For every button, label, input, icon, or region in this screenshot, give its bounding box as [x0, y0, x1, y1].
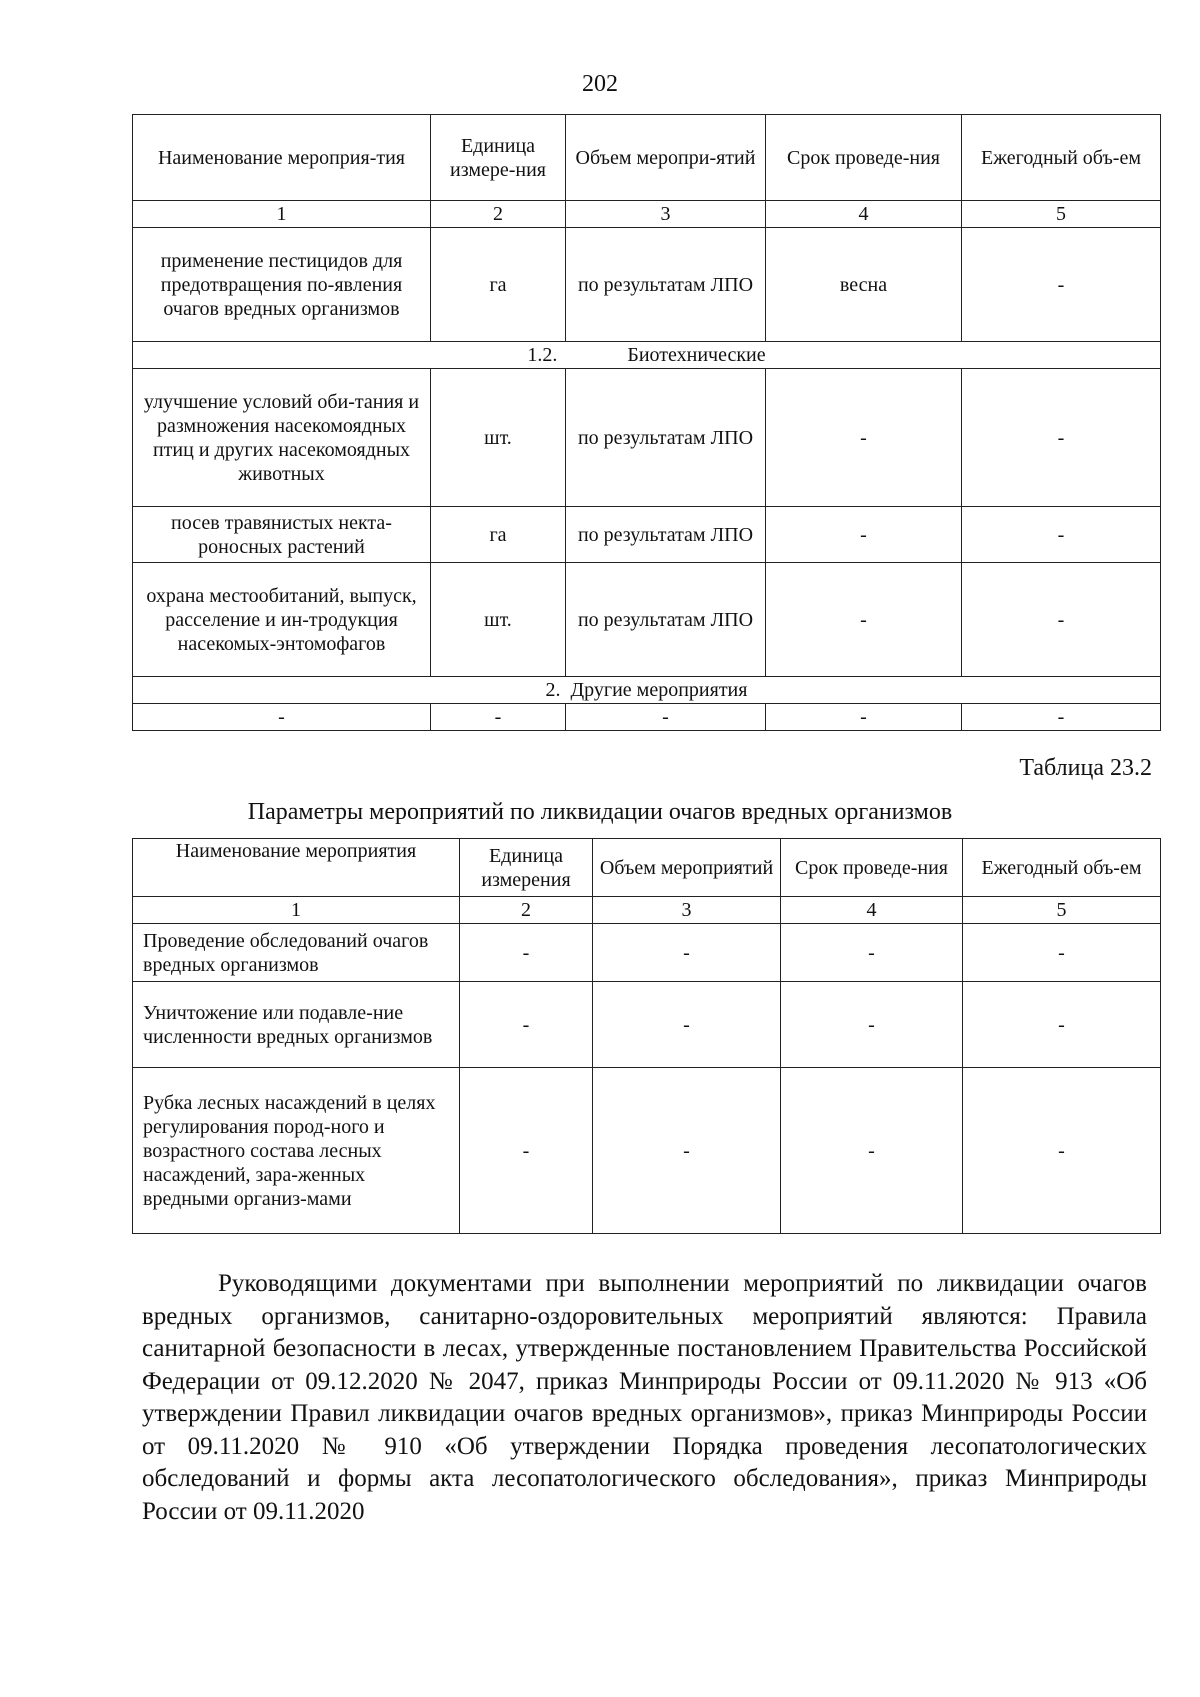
header-cell-unit: Единица измере-ния	[431, 115, 566, 201]
index-cell: 4	[781, 897, 963, 924]
header-cell-volume: Объем меропри-ятий	[566, 115, 766, 201]
header-cell-name: Наименование мероприятия	[133, 839, 460, 897]
cell-annual: -	[962, 563, 1161, 677]
measures-table-continued	[132, 114, 1161, 731]
cell-annual: -	[962, 507, 1161, 563]
cell-period: -	[781, 982, 963, 1068]
index-cell: 5	[962, 201, 1161, 228]
index-cell: 5	[963, 897, 1161, 924]
cell-annual: -	[963, 1068, 1161, 1234]
body-paragraph: Руководящими документами при выполнении мероприятий по ликвидации очагов вредных организмов, санитарно-оздоровительных мероприятий являются: Правила санитарной безопасности в лесах, утвержденные постановлением Правительства Российской Федерации от 09.12.2020 № 2047, приказ Минприроды России от 09.11.2020 № 913 «Об утверждении Правил ликвидации очагов вредных организмов», приказ Минприроды России от 09.11.2020 № 910 «Об утверждении Порядка проведения лесопатологических обследований и формы акта лесопатологического обследования», приказ Минприроды России от 09.11.2020	[142, 1270, 1147, 1525]
cell-name: Проведение обследований очагов вредных организмов	[133, 924, 460, 982]
table-row	[133, 1068, 1161, 1234]
cell-annual: -	[962, 369, 1161, 507]
section-row	[133, 342, 1161, 369]
section-row	[133, 677, 1161, 704]
table-label: Таблица 23.2	[1019, 755, 1152, 781]
table-title: Параметры мероприятий по ликвидации очагов вредных организмов	[247, 799, 953, 825]
cell-volume: -	[593, 924, 781, 982]
cell-unit: шт.	[431, 369, 566, 507]
section-number: 1.2.	[527, 344, 558, 366]
index-cell: 4	[766, 201, 962, 228]
cell-volume: по результатам ЛПО	[566, 507, 766, 563]
header-cell-volume: Объем мероприятий	[593, 839, 781, 897]
table-index-row	[133, 201, 1161, 228]
cell-volume: -	[593, 1068, 781, 1234]
table-index-row	[133, 897, 1161, 924]
header-cell-period: Срок проведе-ния	[781, 839, 963, 897]
elimination-measures-table	[132, 838, 1161, 1234]
cell-period: весна	[766, 228, 962, 342]
cell-volume: по результатам ЛПО	[566, 563, 766, 677]
cell-unit: га	[431, 228, 566, 342]
cell-period: -	[781, 924, 963, 982]
header-cell-period: Срок проведе-ния	[766, 115, 962, 201]
cell-name: Рубка лесных насаждений в целях регулирования пород-ного и возрастного состава лесных насаждений, зара-женных вредными организ-мами	[133, 1068, 460, 1234]
cell-unit: шт.	[431, 563, 566, 677]
header-cell-annual: Ежегодный объ-ем	[962, 115, 1161, 201]
cell-period: -	[766, 704, 962, 731]
cell-unit: -	[460, 1068, 593, 1234]
index-cell: 1	[133, 897, 460, 924]
index-cell: 2	[460, 897, 593, 924]
table-header-row	[133, 839, 1161, 897]
index-cell: 1	[133, 201, 431, 228]
cell-name: посев травянистых некта-роносных растений	[133, 507, 431, 563]
index-cell: 3	[566, 201, 766, 228]
section-number: 2.	[545, 679, 561, 701]
cell-period: -	[766, 563, 962, 677]
cell-unit: -	[460, 924, 593, 982]
table-row	[133, 563, 1161, 677]
section-label: Другие мероприятия	[570, 679, 748, 701]
page-number: 202	[582, 71, 618, 97]
table-row	[133, 704, 1161, 731]
index-cell: 2	[431, 201, 566, 228]
table-row	[133, 369, 1161, 507]
cell-name: применение пестицидов для предотвращения по-явления очагов вредных организмов	[133, 228, 431, 342]
cell-volume: по результатам ЛПО	[566, 228, 766, 342]
section-heading	[133, 342, 1161, 369]
cell-unit: -	[460, 982, 593, 1068]
cell-unit: га	[431, 507, 566, 563]
cell-name: -	[133, 704, 431, 731]
cell-name: Уничтожение или подавле-ние численности вредных организмов	[133, 982, 460, 1068]
cell-annual: -	[962, 704, 1161, 731]
cell-volume: по результатам ЛПО	[566, 369, 766, 507]
section-heading	[133, 677, 1161, 704]
cell-annual: -	[962, 228, 1161, 342]
index-cell: 3	[593, 897, 781, 924]
section-label: Биотехнические	[627, 344, 766, 366]
table-row	[133, 507, 1161, 563]
header-cell-unit: Единица измерения	[460, 839, 593, 897]
cell-period: -	[766, 369, 962, 507]
table-row	[133, 228, 1161, 342]
table-header-row	[133, 115, 1161, 201]
header-cell-annual: Ежегодный объ-ем	[963, 839, 1161, 897]
table-row	[133, 982, 1161, 1068]
cell-unit: -	[431, 704, 566, 731]
cell-annual: -	[963, 982, 1161, 1068]
cell-period: -	[781, 1068, 963, 1234]
cell-name: улучшение условий оби-тания и размножения насекомоядных птиц и других насекомоядных животных	[133, 369, 431, 507]
cell-period: -	[766, 507, 962, 563]
cell-name: охрана местообитаний, выпуск, расселение и ин-тродукция насекомых-энтомофагов	[133, 563, 431, 677]
cell-annual: -	[963, 924, 1161, 982]
table-row	[133, 924, 1161, 982]
cell-volume: -	[593, 982, 781, 1068]
header-cell-name: Наименование мероприя-тия	[133, 115, 431, 201]
cell-volume: -	[566, 704, 766, 731]
